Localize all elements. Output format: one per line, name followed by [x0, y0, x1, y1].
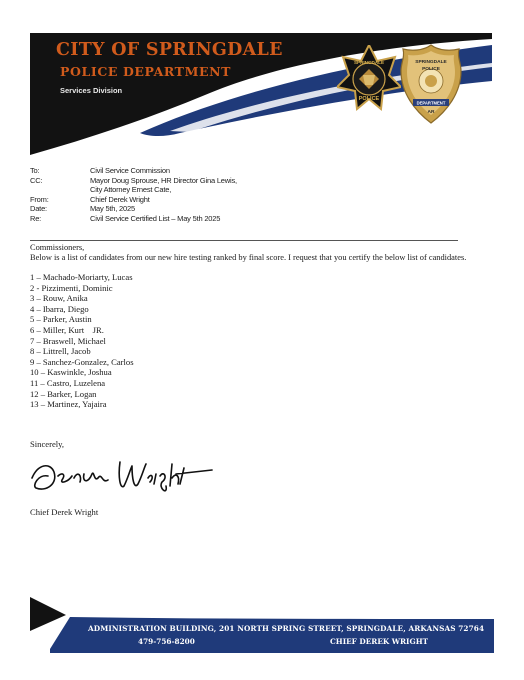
division-name: Services Division: [60, 86, 123, 95]
police-badge-icon: [399, 43, 463, 125]
department-name: POLICE DEPARTMENT: [60, 64, 232, 79]
memo-divider: [30, 240, 458, 241]
memo-to-row: [30, 166, 237, 176]
memo-from-row: [30, 195, 237, 205]
candidate-item: 12 – Barker, Logan: [30, 388, 97, 399]
memo-re-label: Re:: [30, 213, 42, 223]
candidate-item: 2 - Pizzimenti, Dominic: [30, 282, 113, 293]
footer-chief: CHIEF DEREK WRIGHT: [330, 637, 429, 646]
memo-cc-continuation: City Attorney Ernest Cate,: [90, 185, 172, 195]
candidate-item: 11 – Castro, Luzelena: [30, 377, 106, 388]
candidate-item: 7 – Braswell, Michael: [30, 335, 106, 346]
candidate-item: 8 – Littrell, Jacob: [30, 346, 91, 357]
footer-address: ADMINISTRATION BUILDING, 201 NORTH SPRING STREET, SPRINGDALE, ARKANSAS 72764: [88, 624, 485, 633]
candidate-item: 13 – Martinez, Yajaira: [30, 399, 107, 410]
signature-image: [28, 452, 218, 500]
footer-phone: 479-756-8200: [138, 637, 195, 646]
memo-cc-value: Mayor Doug Sprouse, HR Director Gina Lewis,: [90, 175, 237, 185]
candidate-item: 1 – Machado-Moriarty, Lucas: [30, 272, 133, 282]
badge-state-text: AR: [427, 110, 435, 115]
memo-from-value: Chief Derek Wright: [90, 194, 150, 204]
star-patch-bottom-text: POLICE: [358, 96, 380, 102]
letter-footer: [30, 597, 494, 653]
memo-re-row: [30, 214, 237, 224]
memo-cc-row: [30, 176, 237, 186]
letterhead: [30, 33, 492, 155]
star-patch-top-text: SPRINGDALE: [353, 60, 385, 65]
candidate-list: [30, 272, 134, 410]
memo-cc-label: CC:: [30, 175, 43, 185]
intro-paragraph: Below is a list of candidates from our new hire testing ranked by final score. I request that you certify the below list of candidates.: [30, 253, 467, 263]
candidate-item: 4 – Ibarra, Diego: [30, 303, 89, 314]
candidate-item: 9 – Sanchez-Gonzalez, Carlos: [30, 356, 134, 367]
memo-to-label: To:: [30, 166, 40, 175]
badge-middle-text: POLICE: [422, 67, 440, 72]
police-star-patch-icon: [337, 45, 401, 113]
badge-top-text: SPRINGDALE: [415, 60, 447, 65]
badge-lower-text: DEPARTMENT: [416, 100, 446, 106]
memo-date-label: Date:: [30, 204, 47, 214]
candidate-item: 3 – Rouw, Anika: [30, 293, 88, 304]
candidate-item: 6 – Miller, Kurt JR.: [30, 324, 104, 335]
candidate-item: 5 – Parker, Austin: [30, 314, 92, 325]
memo-from-label: From:: [30, 194, 49, 204]
memo-block: [30, 166, 237, 224]
salutation: Commissioners,: [30, 243, 85, 252]
memo-date-value: May 5th, 2025: [90, 204, 135, 214]
city-name: CITY OF SPRINGDALE: [56, 40, 283, 60]
candidate-item: 10 – Kaswinkle, Joshua: [30, 367, 112, 378]
closing: Sincerely,: [30, 439, 65, 449]
signer-name: Chief Derek Wright: [30, 507, 99, 517]
letter-body: [30, 243, 500, 263]
memo-re-value: Civil Service Certified List – May 5th 2025: [90, 213, 221, 223]
memo-to-value: Civil Service Commission: [90, 166, 170, 175]
memo-date-row: [30, 204, 237, 214]
